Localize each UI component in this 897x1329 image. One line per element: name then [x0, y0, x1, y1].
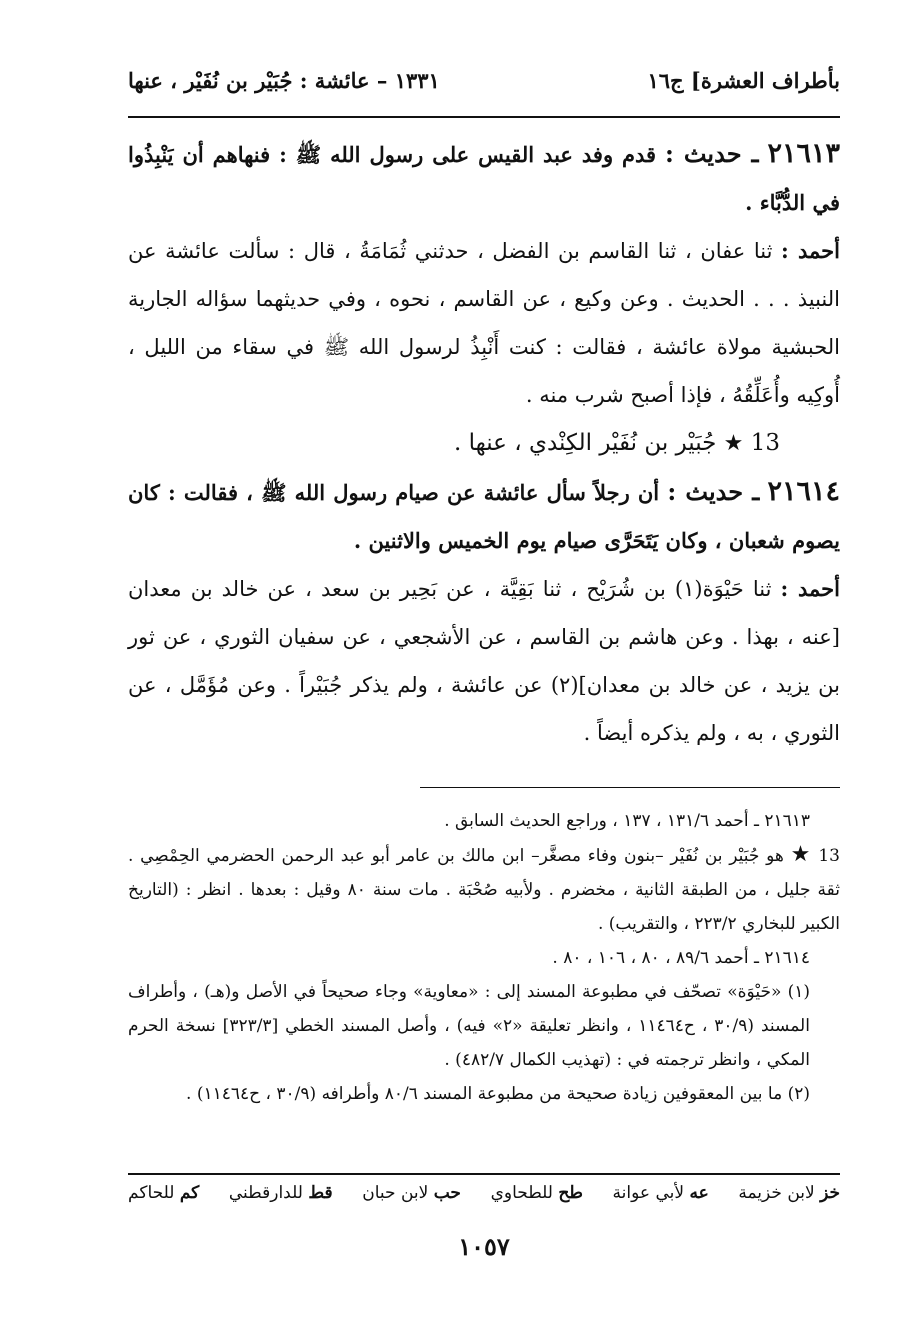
- header-rule: [128, 116, 840, 118]
- footnote-2: (٢) ما بين المعقوفين زيادة صحيحة من مطبوعة المسند ٨٠/٦ وأطرافه (٣٠/٩ ، ح١١٤٦٤) .: [186, 1084, 810, 1104]
- footnote-separator: [420, 787, 840, 788]
- abbr-code: كم: [179, 1183, 200, 1203]
- narration-author: أحمد :: [781, 238, 840, 263]
- narration-2: [128, 565, 840, 757]
- abbr-name: لابن حبان: [362, 1183, 429, 1203]
- abbr-item: [128, 1183, 199, 1203]
- abbr-name: للحاكم: [128, 1183, 175, 1203]
- abbr-code: عه: [689, 1183, 709, 1203]
- footnote-ref-21614: ٢١٦١٤ ـ أحمد ٨٩/٦ ، ٨٠ ، ١٠٦ ، ٨٠ .: [552, 948, 810, 968]
- abbreviation-legend: [128, 1183, 840, 1203]
- abbr-item: [613, 1183, 709, 1203]
- hadith-text: أن رجلاً سأل عائشة عن صيام رسول الله ﷺ ، فقالت : كان يصوم شعبان ، وكان يَتَحَرَّى صيام يوم الخميس والاثنين .: [128, 480, 840, 553]
- bio-text: هو جُبَيْر بن نُفَيْر –بنون وفاء مصغَّر– ابن مالك بن عامر أبو عبد الرحمن الحضرمي الحِمْصِي . ثقة جليل ، من الطبقة الثانية ، مخضرم . ولأبيه صُحْبَة . مات سنة ٨٠ وقيل : بعدها . انظر : (التاريخ الكبير للبخاري ٢٢٣/٢ ، والتقريب) .: [128, 846, 840, 934]
- header-section: ١٣٣١ – عائشة : جُبَيْر بن نُفَيْر ، عنها: [128, 68, 440, 93]
- transmitter-heading: [128, 419, 840, 468]
- main-text: [128, 130, 840, 757]
- hadith-label: ـ حديث :: [667, 477, 760, 506]
- header-volume: بأطراف العشرة] ج١٦: [647, 68, 840, 93]
- hadith-21614: [128, 468, 840, 565]
- abbr-name: لابن خزيمة: [738, 1183, 815, 1203]
- transmitter-number: 13: [750, 430, 780, 456]
- abbreviations-rule: [128, 1173, 840, 1175]
- book-page: [128, 52, 840, 1302]
- abbr-item: [229, 1183, 333, 1203]
- footnotes: [128, 804, 840, 1111]
- abbr-code: قط: [308, 1183, 333, 1203]
- abbr-code: طح: [558, 1183, 583, 1203]
- star-icon: ★: [790, 842, 812, 867]
- abbr-name: للدارقطني: [228, 1183, 303, 1203]
- narration-author: أحمد :: [780, 576, 840, 601]
- abbr-code: حب: [433, 1183, 461, 1203]
- hadith-number: ٢١٦١٤: [767, 476, 840, 507]
- transmitter-name: جُبَيْر بن نُفَيْر الكِنْدي ، عنها .: [454, 430, 717, 456]
- hadith-text: قدم وفد عبد القيس على رسول الله ﷺ : فنهاهم أن يَنْبِذُوا في الدُّبَّاء .: [128, 142, 840, 215]
- page-number: ١٠٥٧: [458, 1232, 510, 1261]
- footnote-biography: [128, 838, 840, 941]
- bio-number: 13: [818, 846, 840, 866]
- abbr-item: [362, 1183, 461, 1203]
- narration-1: [128, 227, 840, 419]
- hadith-21613: [128, 130, 840, 227]
- abbr-item: [738, 1183, 840, 1203]
- narration-text: ثنا حَيْوَة(١) بن شُرَيْح ، ثنا بَقِيَّة ، عن بَحِير بن سعد ، عن خالد بن معدان [عنه ، بهذا . وعن هاشم بن القاسم ، عن الأشجعي ، عن سفيان الثوري ، عن ثور بن يزيد ، عن خالد بن معدان](٢) عن عائشة ، ولم يذكر جُبَيْراً . وعن مُؤَمَّل ، عن الثوري ، به ، ولم يذكره أيضاً .: [128, 577, 840, 745]
- abbr-name: لأبي عوانة: [612, 1183, 685, 1203]
- abbr-code: خز: [820, 1183, 840, 1203]
- footnote-ref-21613: ٢١٦١٣ ـ أحمد ١٣١/٦ ، ١٣٧ ، وراجع الحديث السابق .: [444, 811, 810, 831]
- abbr-name: للطحاوي: [490, 1183, 553, 1203]
- hadith-label: ـ حديث :: [665, 139, 759, 168]
- footnote-1: (١) «حَيْوَة» تصحّف في مطبوعة المسند إلى : «معاوية» وجاء صحيحاً في الأصل و(هـ) ، وأطراف المسند (٣٠/٩ ، ح١١٤٦٤ ، وانظر تعليقة «٢» فيه) ، وأصل المسند الخطي [٣٢٣/٣] نسخة الحرم المكي ، وانظر ترجمته في : (تهذيب الكمال ٤٨٢/٧) .: [128, 982, 810, 1070]
- narration-text: ثنا عفان ، ثنا القاسم بن الفضل ، حدثني ثُمَامَةُ ، قال : سألت عائشة عن النبيذ . . . الحديث . وعن وكيع ، عن القاسم ، نحوه ، وفي حديثهما سؤاله الجارية الحبشية مولاة عائشة ، فقالت : كنت أَنْبِذُ لرسول الله ﷺ في سقاء من الليل ، أُوكِيه وأُعَلِّقُهُ ، فإذا أصبح شرب منه .: [128, 239, 840, 407]
- star-icon: ★: [723, 431, 744, 456]
- running-header: [128, 60, 840, 100]
- abbr-item: [491, 1183, 583, 1203]
- hadith-number: ٢١٦١٣: [767, 138, 840, 169]
